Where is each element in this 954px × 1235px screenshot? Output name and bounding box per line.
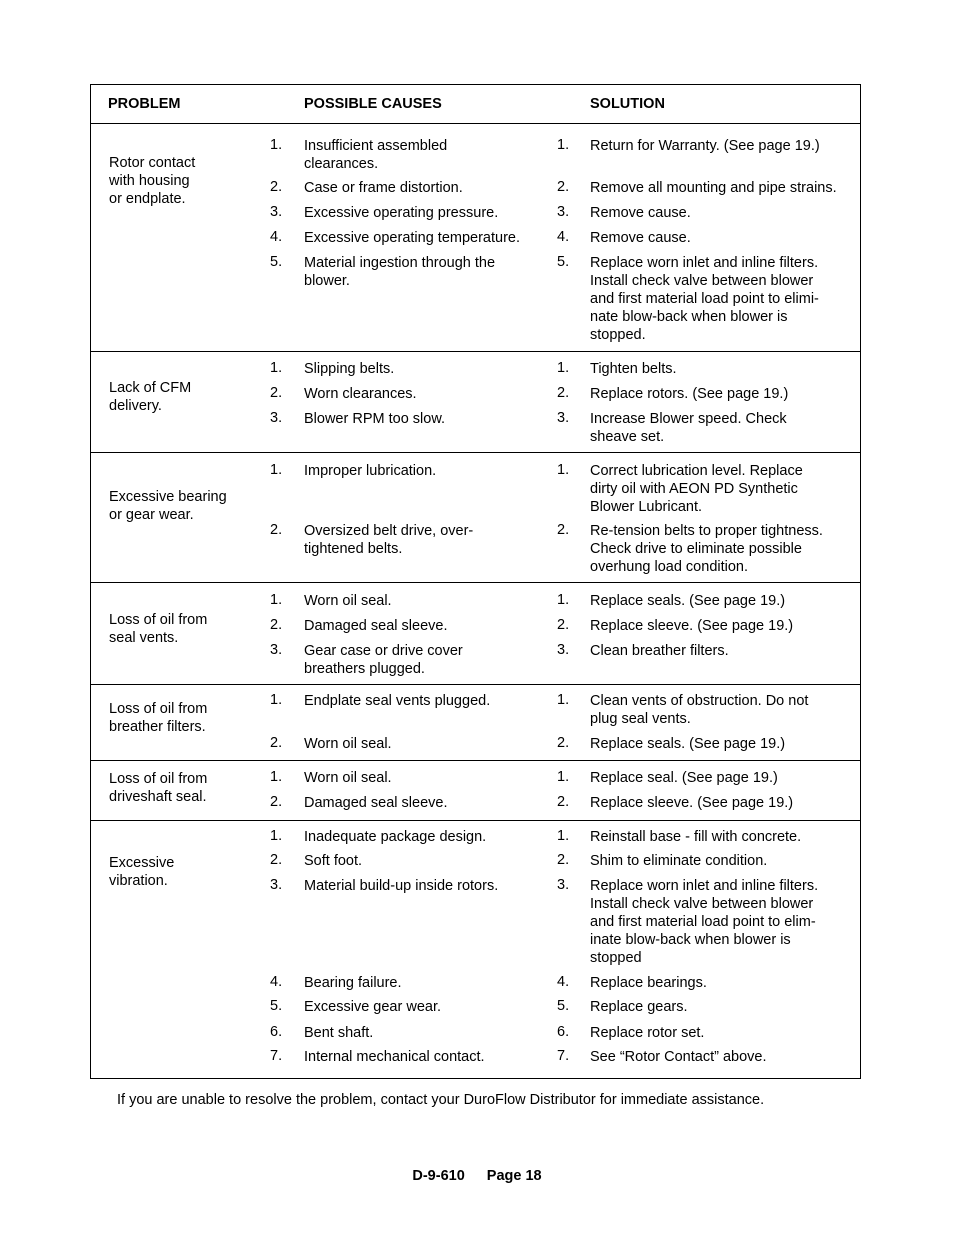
table-row: [91, 685, 860, 761]
table-header: [91, 85, 860, 124]
cause-number: 3.: [270, 877, 283, 893]
cause-number: 2.: [270, 179, 283, 195]
solution-text: Remove cause.: [590, 205, 691, 221]
header-possible-causes: POSSIBLE CAUSES: [304, 96, 442, 112]
solution-text: Correct lubrication level. Replace dirty oil with AEON PD Synthetic Blower Lubricant.: [590, 463, 803, 515]
cause-text: Material build-up inside rotors.: [304, 878, 499, 894]
solution-text: Replace seal. (See page 19.): [590, 770, 778, 786]
cause-number: 2.: [270, 735, 283, 751]
cause-text: Improper lubrication.: [304, 463, 437, 479]
solution-text: Clean breather filters.: [590, 643, 729, 659]
cause-number: 4.: [270, 229, 283, 245]
cause-text: Gear case or drive cover breathers plugged.: [304, 643, 463, 677]
solution-text: Replace sleeve. (See page 19.): [590, 795, 794, 811]
table-row: [91, 761, 860, 821]
solution-number: 1.: [557, 592, 570, 608]
cause-number: 1.: [270, 592, 283, 608]
solution-number: 6.: [557, 1024, 570, 1040]
solution-number: 5.: [557, 998, 570, 1014]
cause-text: Excessive gear wear.: [304, 999, 442, 1015]
cause-text: Excessive operating temperature.: [304, 230, 520, 246]
solution-text: Replace sleeve. (See page 19.): [590, 618, 794, 634]
solution-number: 1.: [557, 137, 570, 153]
solution-text: Re-tension belts to proper tightness. Check drive to eliminate possible overhung load condition.: [590, 523, 823, 575]
solution-number: 4.: [557, 229, 570, 245]
cause-text: Blower RPM too slow.: [304, 411, 446, 427]
cause-text: Worn oil seal.: [304, 736, 392, 752]
cause-text: Endplate seal vents plugged.: [304, 693, 491, 709]
cause-text: Bearing failure.: [304, 975, 402, 991]
solution-number: 1.: [557, 360, 570, 376]
problem-text: Excessive vibration.: [109, 855, 175, 889]
cause-number: 2.: [270, 522, 283, 538]
problem-text: Loss of oil from seal vents.: [109, 612, 208, 646]
table-row: [91, 821, 860, 1078]
solution-text: Increase Blower speed. Check sheave set.: [590, 411, 787, 445]
solution-number: 2.: [557, 617, 570, 633]
problem-text: Loss of oil from breather filters.: [109, 701, 208, 735]
cause-text: Oversized belt drive, over- tightened belts.: [304, 523, 474, 557]
solution-text: Remove all mounting and pipe strains.: [590, 180, 837, 196]
solution-number: 2.: [557, 735, 570, 751]
cause-number: 5.: [270, 998, 283, 1014]
cause-number: 1.: [270, 769, 283, 785]
solution-text: Replace worn inlet and inline filters. Install check valve between blower and first material load point to elim- inate blow-back when blower is stopped: [590, 878, 819, 966]
cause-number: 3.: [270, 410, 283, 426]
problem-text: Loss of oil from driveshaft seal.: [109, 771, 208, 805]
solution-text: Replace worn inlet and inline filters. Install check valve between blower and first material load point to elimi- nate blow-back when blower is stopped.: [590, 255, 819, 343]
solution-text: Tighten belts.: [590, 361, 677, 377]
header-solution: SOLUTION: [590, 96, 665, 112]
cause-number: 4.: [270, 974, 283, 990]
solution-number: 1.: [557, 769, 570, 785]
cause-number: 2.: [270, 852, 283, 868]
cause-text: Material ingestion through the blower.: [304, 255, 496, 289]
solution-text: Replace rotor set.: [590, 1025, 705, 1041]
cause-number: 1.: [270, 692, 283, 708]
solution-text: Replace bearings.: [590, 975, 707, 991]
problem-text: Lack of CFM delivery.: [109, 380, 192, 414]
document-number: D-9-610: [412, 1168, 465, 1184]
page-footer: [0, 1168, 954, 1184]
solution-number: 2.: [557, 852, 570, 868]
cause-text: Excessive operating pressure.: [304, 205, 499, 221]
solution-text: Clean vents of obstruction. Do not plug seal vents.: [590, 693, 809, 727]
solution-number: 1.: [557, 828, 570, 844]
solution-number: 3.: [557, 410, 570, 426]
cause-text: Inadequate package design.: [304, 829, 487, 845]
cause-number: 5.: [270, 254, 283, 270]
cause-text: Worn oil seal.: [304, 770, 392, 786]
solution-text: Return for Warranty. (See page 19.): [590, 138, 820, 154]
cause-number: 1.: [270, 137, 283, 153]
solution-number: 7.: [557, 1048, 570, 1064]
cause-text: Bent shaft.: [304, 1025, 374, 1041]
table-row: [91, 583, 860, 685]
cause-number: 3.: [270, 204, 283, 220]
solution-text: Reinstall base - fill with concrete.: [590, 829, 802, 845]
troubleshooting-table: [90, 84, 861, 1079]
solution-text: Replace gears.: [590, 999, 688, 1015]
solution-number: 2.: [557, 385, 570, 401]
solution-number: 1.: [557, 462, 570, 478]
table-row: [91, 453, 860, 583]
problem-text: Excessive bearing or gear wear.: [109, 489, 227, 523]
solution-number: 2.: [557, 522, 570, 538]
table-row: [91, 124, 860, 352]
cause-text: Worn oil seal.: [304, 593, 392, 609]
solution-number: 1.: [557, 692, 570, 708]
solution-number: 2.: [557, 179, 570, 195]
solution-number: 3.: [557, 877, 570, 893]
solution-text: Shim to eliminate condition.: [590, 853, 768, 869]
cause-text: Worn clearances.: [304, 386, 417, 402]
problem-text: Rotor contact with housing or endplate.: [109, 155, 196, 207]
cause-text: Soft foot.: [304, 853, 363, 869]
page-number: Page 18: [486, 1168, 542, 1184]
cause-text: Damaged seal sleeve.: [304, 795, 448, 811]
cause-text: Slipping belts.: [304, 361, 395, 377]
solution-text: Replace rotors. (See page 19.): [590, 386, 789, 402]
header-problem: PROBLEM: [108, 96, 181, 112]
cause-number: 6.: [270, 1024, 283, 1040]
cause-number: 2.: [270, 794, 283, 810]
cause-text: Case or frame distortion.: [304, 180, 463, 196]
solution-text: See “Rotor Contact” above.: [590, 1049, 767, 1065]
cause-number: 1.: [270, 828, 283, 844]
solution-number: 3.: [557, 642, 570, 658]
cause-number: 1.: [270, 360, 283, 376]
solution-text: Replace seals. (See page 19.): [590, 736, 786, 752]
solution-text: Remove cause.: [590, 230, 691, 246]
cause-text: Insufficient assembled clearances.: [304, 138, 448, 172]
table-row: [91, 352, 860, 453]
assistance-note: If you are unable to resolve the problem, contact your DuroFlow Distributor for immediate assistance.: [117, 1092, 765, 1108]
cause-number: 1.: [270, 462, 283, 478]
solution-number: 2.: [557, 794, 570, 810]
solution-text: Replace seals. (See page 19.): [590, 593, 786, 609]
cause-number: 2.: [270, 385, 283, 401]
cause-number: 2.: [270, 617, 283, 633]
cause-number: 7.: [270, 1048, 283, 1064]
cause-text: Damaged seal sleeve.: [304, 618, 448, 634]
solution-number: 5.: [557, 254, 570, 270]
solution-number: 3.: [557, 204, 570, 220]
solution-number: 4.: [557, 974, 570, 990]
cause-number: 3.: [270, 642, 283, 658]
cause-text: Internal mechanical contact.: [304, 1049, 485, 1065]
